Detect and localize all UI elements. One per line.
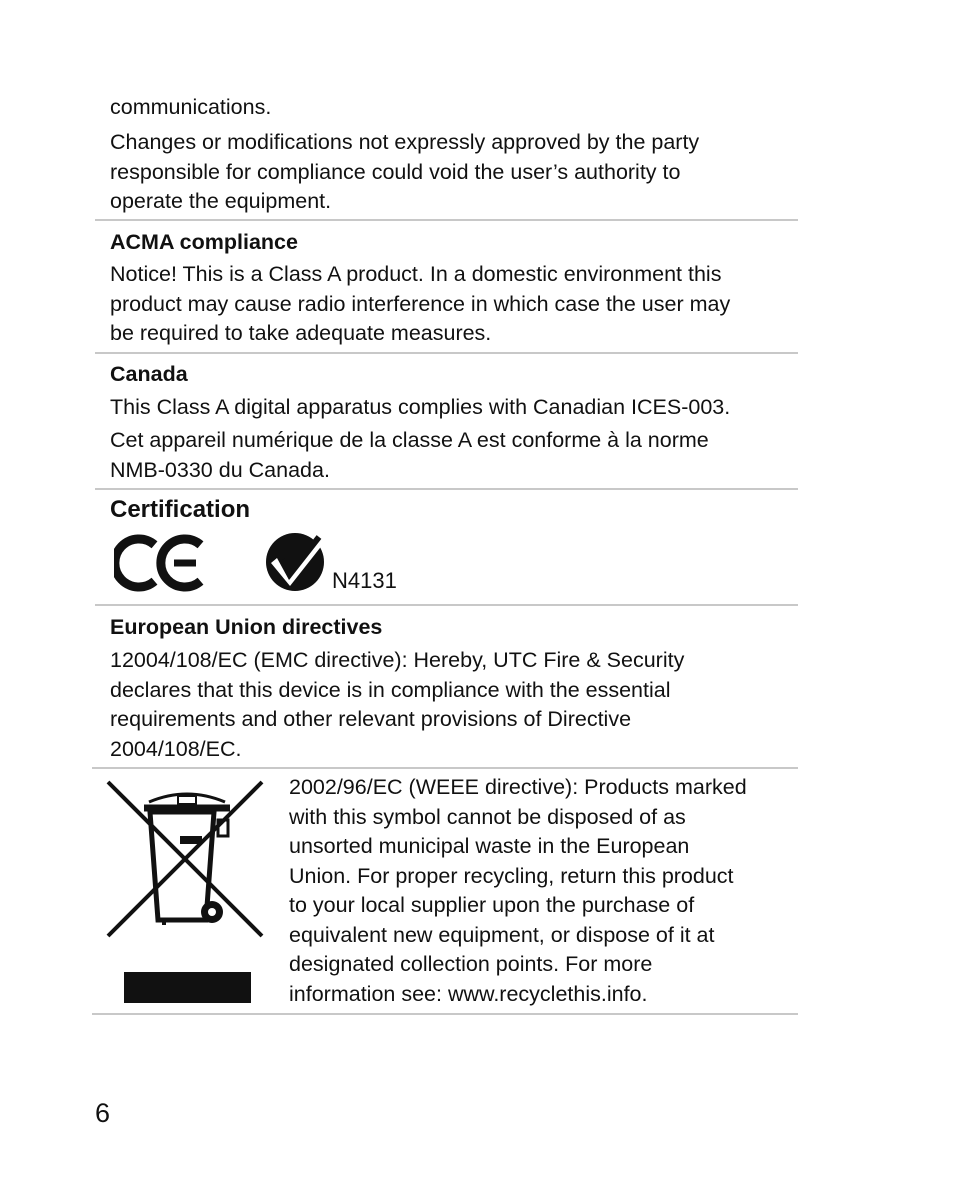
text-line: Cet appareil numérique de la classe A est conforme à la norme [110, 428, 709, 452]
canada-english-text: This Class A digital apparatus complies with Canadian ICES-003. [110, 395, 731, 419]
text-line: information see: www.recyclethis.info. [289, 981, 648, 1006]
text-line: unsorted municipal waste in the European [289, 834, 690, 858]
text-line: Notice! This is a Class A product. In a domestic environment this [110, 262, 722, 286]
text-line: requirements and other relevant provisions of Directive [110, 707, 632, 731]
crossed-out-wheelie-bin-icon [104, 778, 266, 1011]
text-line: equivalent new equipment, or dispose of it at [289, 922, 715, 947]
fcc-modifications-paragraph [110, 128, 699, 217]
section-divider [92, 1013, 798, 1015]
text-line: operate the equipment. [110, 189, 332, 213]
text-line: be required to take adequate measures. [110, 321, 492, 345]
canada-heading: Canada [110, 362, 188, 386]
page-number: 6 [95, 1098, 111, 1128]
section-divider [95, 488, 798, 490]
text-line: to your local supplier upon the purchase of [289, 893, 695, 917]
text-line: with this symbol cannot be disposed of as [289, 804, 686, 829]
acma-paragraph [110, 260, 730, 349]
certification-heading: Certification [110, 496, 251, 523]
fcc-continued-text: communications. [110, 95, 272, 119]
text-line: declares that this device is in compliance with the essential [110, 677, 671, 702]
section-divider [95, 604, 798, 606]
text-line: responsible for compliance could void the user’s authority to [110, 159, 681, 184]
text-line: Changes or modifications not expressly approved by the party [110, 130, 700, 154]
eu-directives-heading: European Union directives [110, 615, 383, 639]
c-tick-code: N4131 [332, 568, 397, 593]
text-line: Union. For proper recycling, return this product [289, 863, 734, 888]
canada-french-paragraph [110, 426, 709, 485]
weee-directive-paragraph [289, 773, 747, 1009]
emc-directive-paragraph [110, 646, 684, 764]
ce-mark-icon [114, 533, 206, 598]
section-divider [95, 219, 798, 221]
text-line: 2004/108/EC. [110, 736, 242, 761]
text-line: 12004/108/EC (EMC directive): Hereby, UTC Fire & Security [110, 648, 685, 672]
section-divider [95, 352, 798, 354]
text-line: 2002/96/EC (WEEE directive): Products marked [289, 775, 747, 799]
text-line: product may cause radio interference in which case the user may [110, 291, 731, 316]
section-divider [92, 767, 798, 769]
c-tick-mark-icon [264, 531, 328, 598]
text-line: NMB-0330 du Canada. [110, 457, 330, 482]
acma-heading: ACMA compliance [110, 230, 298, 254]
text-line: designated collection points. For more [289, 952, 653, 976]
